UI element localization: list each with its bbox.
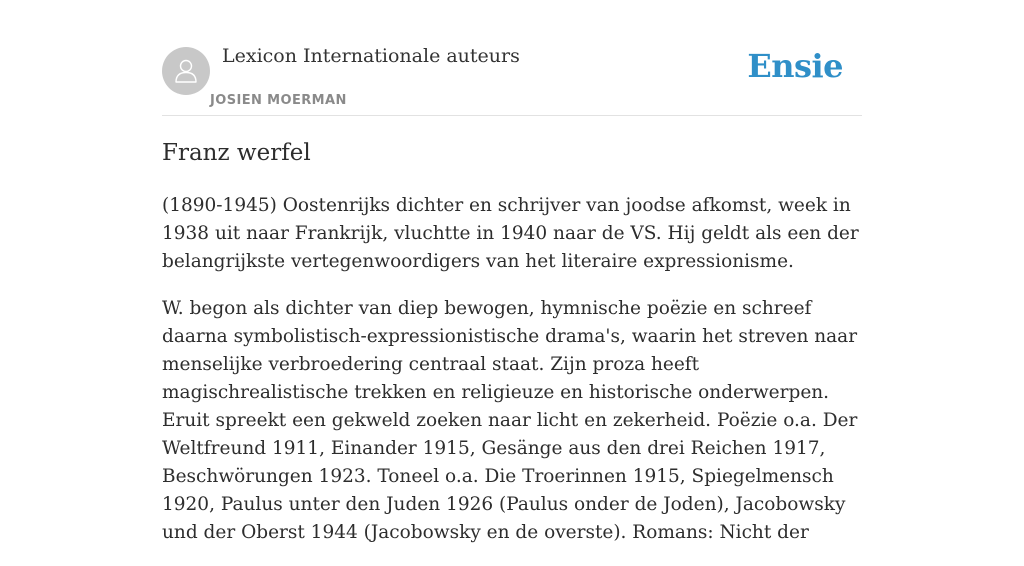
avatar[interactable] [162, 47, 210, 95]
book-title[interactable]: Lexicon Internationale auteurs [222, 45, 520, 67]
article-paragraph: W. begon als dichter van diep bewogen, hymnische poëzie en schreef daarna symbolistisch-expressionistische drama's, waarin het streven naar menselijke verbroedering centraal staat. Zijn proza heeft magischrealistische trekken en religieuze en historische onderwerpen. Eruit spreekt een gekweld zoeken naar licht en zekerheid. Poëzie o.a. Der Weltfreund 1911, Einander 1915, Gesänge aus den drei Reichen 1917, Beschwörungen 1923. Toneel o.a. Die Troerinnen 1915, Spiegelmensch 1920, Paulus unter den Juden 1926 (Paulus onder de Joden), Jacobowsky und der Oberst 1944 (Jacobowsky en de overste). Romans: Nicht der [162, 298, 858, 543]
article-body [162, 192, 862, 566]
user-icon [171, 56, 201, 86]
author-name[interactable]: JOSIEN MOERMAN [210, 93, 347, 108]
page-container [162, 0, 862, 543]
article-paragraph: (1890-1945) Oostenrijks dichter en schrijver van joodse afkomst, week in 1938 uit naar Frankrijk, vluchtte in 1940 naar de VS. Hij geldt als een der belangrijkste vertegenwoordigers van het literaire expressionisme. [162, 195, 859, 272]
article-title: Franz werfel [162, 140, 311, 166]
site-logo[interactable]: Ensie [747, 47, 843, 85]
header [162, 0, 862, 116]
